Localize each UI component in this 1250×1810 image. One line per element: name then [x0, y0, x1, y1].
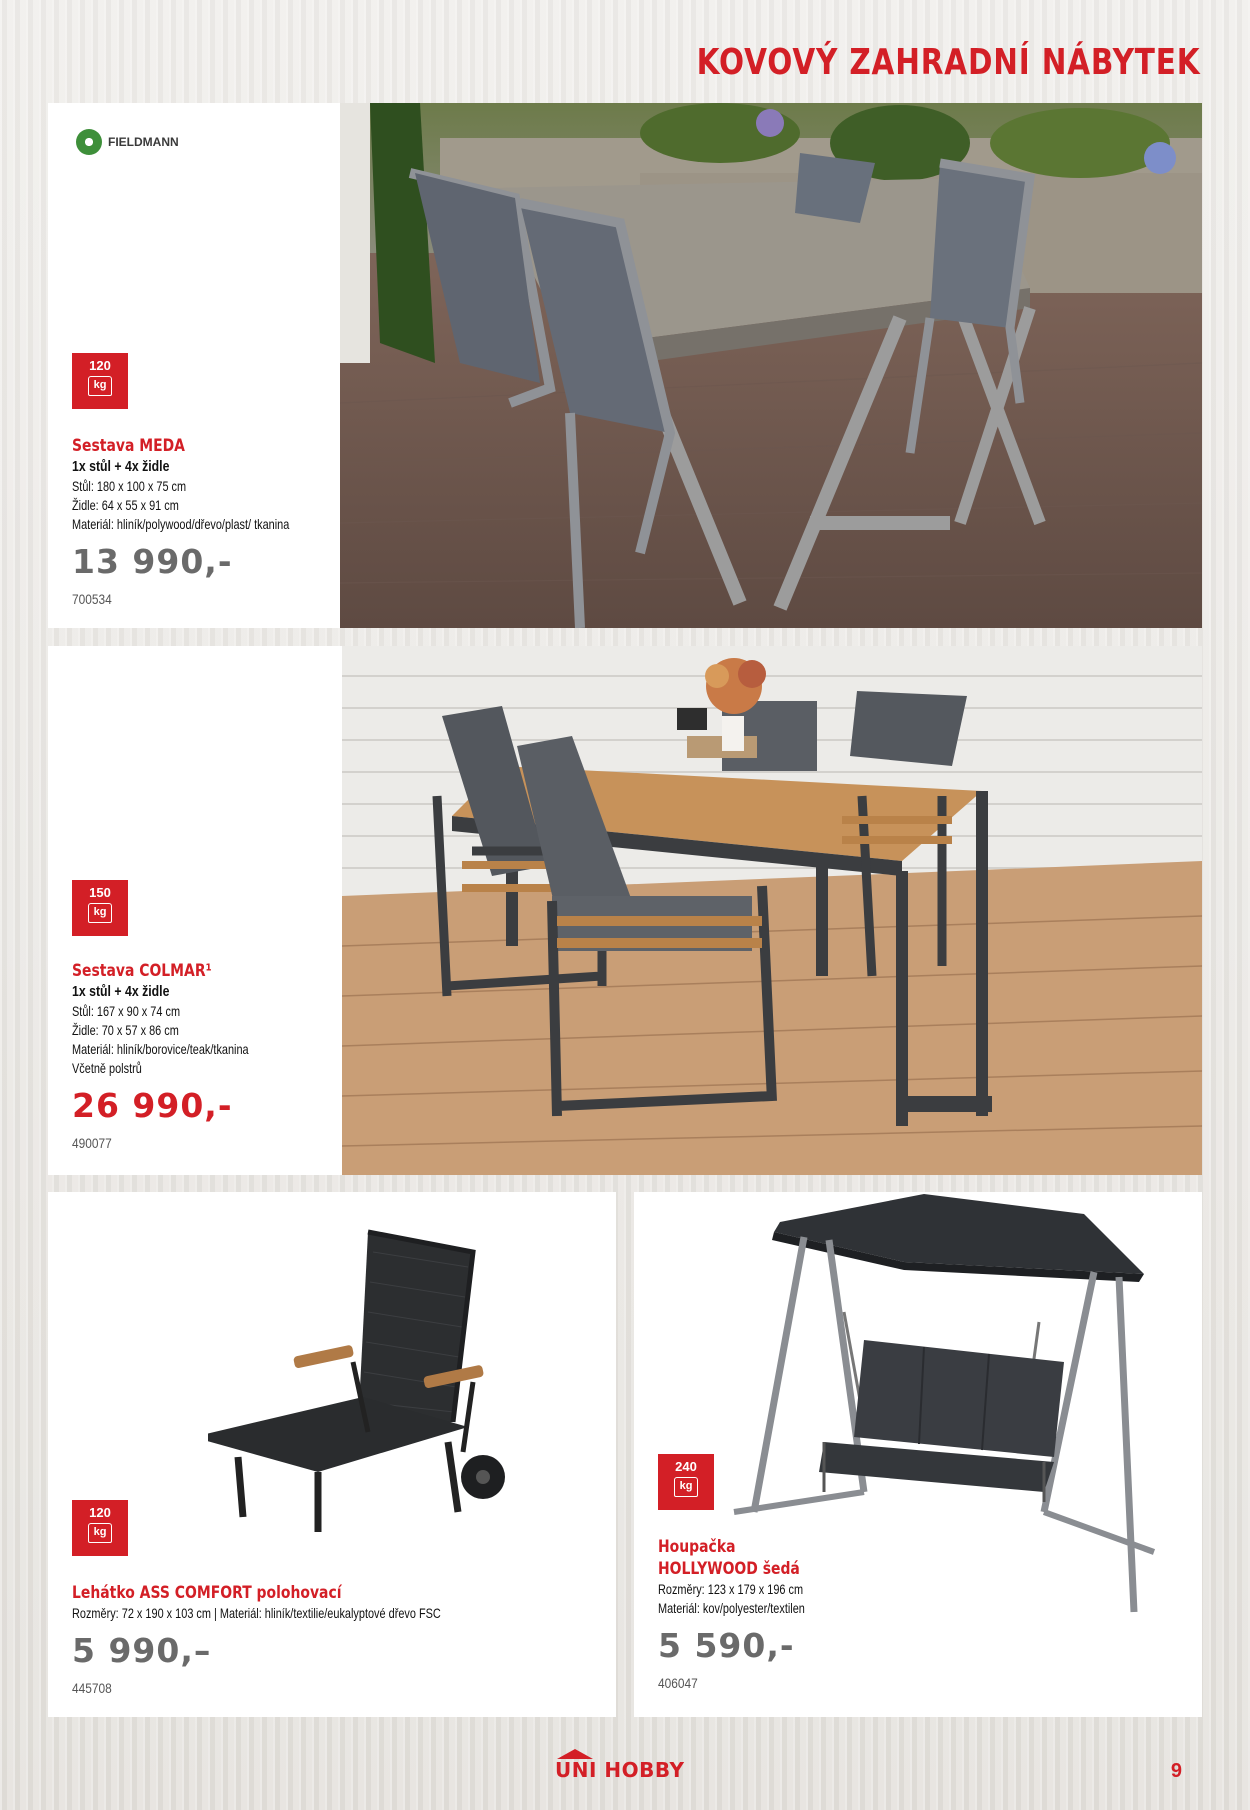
load-capacity-badge [72, 1500, 128, 1556]
colmar-photo [342, 646, 1202, 1175]
product-code: 490077 [72, 1135, 112, 1151]
fieldmann-logo-text: FIELDMANN [108, 135, 179, 149]
product-spec: Materiál: kov/polyester/textilen [658, 1600, 805, 1616]
meda-photo [340, 103, 1202, 628]
product-info [72, 1582, 545, 1696]
product-spec: Stůl: 167 x 90 x 74 cm [72, 1003, 181, 1019]
product-card-colmar[interactable] [48, 646, 1202, 1175]
product-name-prefix[interactable]: Houpačka [658, 1537, 736, 1557]
product-spec: Rozměry: 72 x 190 x 103 cm | Materiál: hliník/textilie/eukalyptové dřevo FSC [72, 1605, 441, 1621]
weight-icon: kg [88, 376, 112, 396]
load-capacity-value: 120 [89, 1505, 111, 1520]
product-spec: Materiál: hliník/polywood/dřevo/plast/ tkanina [72, 516, 290, 532]
product-subtitle: 1x stůl + 4x židle [72, 983, 170, 1000]
product-spec: Stůl: 180 x 100 x 75 cm [72, 478, 187, 494]
fieldmann-logo [76, 129, 179, 155]
product-spec: Židle: 64 x 55 x 91 cm [72, 497, 179, 513]
load-capacity-value: 120 [89, 358, 111, 373]
product-price: 5 590,- [658, 1626, 795, 1665]
fieldmann-logo-mark [76, 129, 102, 155]
product-price: 13 990,- [72, 542, 233, 581]
product-card-lehatko[interactable] [48, 1192, 616, 1717]
product-code: 700534 [72, 591, 112, 607]
uni-hobby-logo-text: UNI HOBBY [555, 1758, 685, 1782]
page-title: KOVOVÝ ZAHRADNÍ NÁBYTEK [696, 42, 1200, 83]
product-spec: Materiál: hliník/borovice/teak/tkanina [72, 1041, 249, 1057]
product-info [72, 435, 351, 607]
colmar-image [342, 646, 1202, 1175]
load-capacity-badge [658, 1454, 714, 1510]
lehatko-photo [208, 1212, 608, 1592]
product-card-meda[interactable] [48, 103, 1202, 628]
product-price: 26 990,- [72, 1086, 233, 1125]
load-capacity-value: 240 [675, 1459, 697, 1474]
product-price: 5 990,– [72, 1631, 212, 1670]
product-code: 406047 [658, 1675, 698, 1691]
load-capacity-value: 150 [89, 885, 111, 900]
product-subtitle: 1x stůl + 4x židle [72, 458, 170, 475]
product-info [658, 1536, 846, 1691]
page-number: 9 [1170, 1760, 1182, 1782]
product-spec: Rozměry: 123 x 179 x 196 cm [658, 1581, 804, 1597]
uni-hobby-logo[interactable] [555, 1758, 685, 1782]
product-spec: Včetně polstrů [72, 1060, 142, 1076]
load-capacity-badge [72, 353, 128, 409]
product-name[interactable]: Sestava MEDA [72, 436, 185, 456]
weight-icon: kg [88, 1523, 112, 1543]
product-name[interactable]: HOLLYWOOD šedá [658, 1559, 800, 1579]
product-name[interactable]: Lehátko ASS COMFORT polohovací [72, 1583, 342, 1603]
load-capacity-badge [72, 880, 128, 936]
product-name[interactable]: Sestava COLMAR¹ [72, 961, 212, 981]
weight-icon: kg [674, 1477, 698, 1497]
product-card-houpacka[interactable] [634, 1192, 1202, 1717]
weight-icon: kg [88, 903, 112, 923]
roof-icon [557, 1749, 593, 1759]
product-spec: Židle: 70 x 57 x 86 cm [72, 1022, 179, 1038]
meda-image [340, 103, 1202, 628]
product-info [72, 960, 298, 1151]
lehatko-image [208, 1212, 608, 1592]
product-code: 445708 [72, 1680, 112, 1696]
